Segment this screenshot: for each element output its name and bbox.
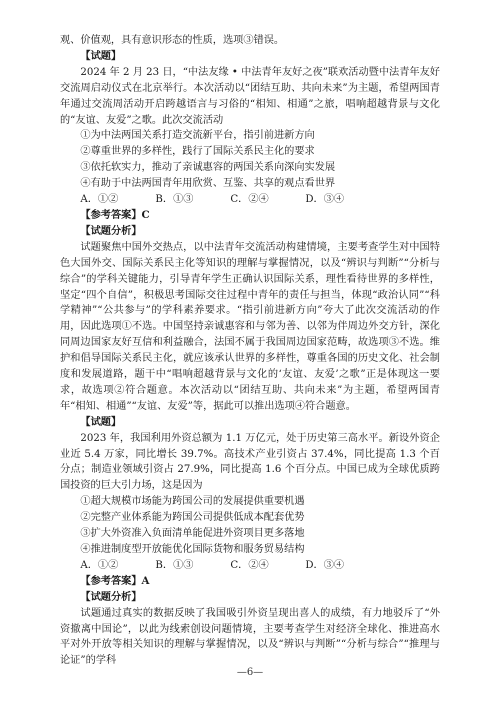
reference-answer: 【参考答案】A: [80, 574, 150, 587]
option-item: ③扩大外资准入负面清单能促进外资项目更多落地: [80, 528, 305, 540]
answer-choices: [60, 558, 440, 574]
option-item: ③依托软实力，推动了亲诚惠容的两国关系向深向实发展: [80, 162, 336, 174]
question-stem: 2024 年 2 月 23 日，“中法友缘 • 中法青年友好之夜”联欢活动暨中法青年友好交流周启动仪式在北京举行。本次活动以“团结互助、共向未来”为主题，希望两国青年通过交流周活动开启跨越语言与习俗的“相知、相通”之旅，唱响超越背景与文化的“友谊、友爱”之歌。此次交流活动: [60, 66, 440, 126]
option-item: ①超大规模市场能为跨国公司的发展提供重要机遇: [80, 496, 305, 508]
analysis-text: 试题通过真实的数据反映了我国吸引外资呈现出喜人的成绩，有力地驳斥了“外资撤离中国论”，以此为线索创设问题情境，主要考查学生对经济全球化、推进高水平对外开放等相关知识的理解与掌握情况，以及“辨识与判断”“分析与综合”“推理与论证”的学科: [60, 607, 440, 667]
choice-a: A．①②: [80, 559, 119, 571]
choice-a: A．①②: [80, 194, 119, 206]
option-item: ②尊重世界的多样性，践行了国际关系民主化的要求: [80, 146, 315, 158]
analysis-label: 【试题分析】: [80, 224, 142, 237]
question-label: 【试题】: [80, 415, 122, 428]
choice-c: C．②④: [230, 194, 269, 206]
question-label: 【试题】: [80, 49, 122, 62]
option-item: ④推进制度型开放能优化国际货物和服务贸易结构: [80, 544, 305, 555]
answer-choices: [60, 192, 440, 208]
option-item: ②完整产业体系能为跨国公司提供低成本配套优势: [80, 512, 305, 524]
analysis-text: 试题聚焦中国外交热点，以中法青年交流活动构建情境，主要考查学生对中国特色大国外交、国际关系民主化等知识的理解与掌握情况，以及“辨识与判断”“分析与综合”的学科关键能力，引导青年学生正确认识国际关系，理性看待世界的多样性，坚定“四个自信”，积极思考国际交往过程中青年的责任与担当，体现“政治认同”“科学精神”“公共参与”的学科素养要求。“指引前进新方向”夸大了此次交流活动的作用，因此选项①不选。中国坚持亲诚惠容和与邻为善、以邻为伴周边外交方针，深化同周边国家友好互信和利益融合，法国不属于我国周边国家范畴，故选项③不选。维护和倡导国际关系民主化，就应该承认世界的多样性，尊重各国的历史文化、社会制度和发展道路，题干中“唱响超越背景与文化的‘友谊、友爱’之歌”正是体现这一要求，故选项②符合题意。本次活动以“团结互助、共向未来”为主题，希望两国青年“相知、相通”“友谊、友爱”等，据此可以推出选项④符合题意。: [60, 241, 440, 412]
choice-d: D．③④: [305, 559, 345, 571]
question-stem: 2023 年，我国利用外资总额为 1.1 万亿元，处于历史第三高水平。新设外资企业近 5.4 万家，同比增长 39.7%。高技术产业引资占 37.4%，同比提高 1.3 个百分点；制造业领域引资占 27.9%，同比提高 1.6 个百分点。中国已成为全球优质跨国投资的巨大引力场，这是因为: [60, 432, 440, 492]
choice-c: C．②④: [230, 559, 269, 571]
option-item: ①为中法两国关系打造交流新平台，指引前进新方向: [80, 130, 315, 142]
choice-d: D．③④: [305, 194, 345, 206]
page-content: [60, 33, 440, 669]
page-number: —6—: [236, 667, 264, 678]
choice-b: B．①③: [155, 194, 194, 206]
choice-b: B．①③: [155, 559, 194, 571]
reference-answer: 【参考答案】C: [80, 208, 150, 221]
lead-paragraph: 观、价值观，具有意识形态的性质，选项③错误。: [60, 35, 285, 46]
option-item: ④有助于中法两国青年用欣赏、互鉴、共享的观点看世界: [80, 178, 336, 190]
analysis-label: 【试题分析】: [80, 590, 142, 603]
